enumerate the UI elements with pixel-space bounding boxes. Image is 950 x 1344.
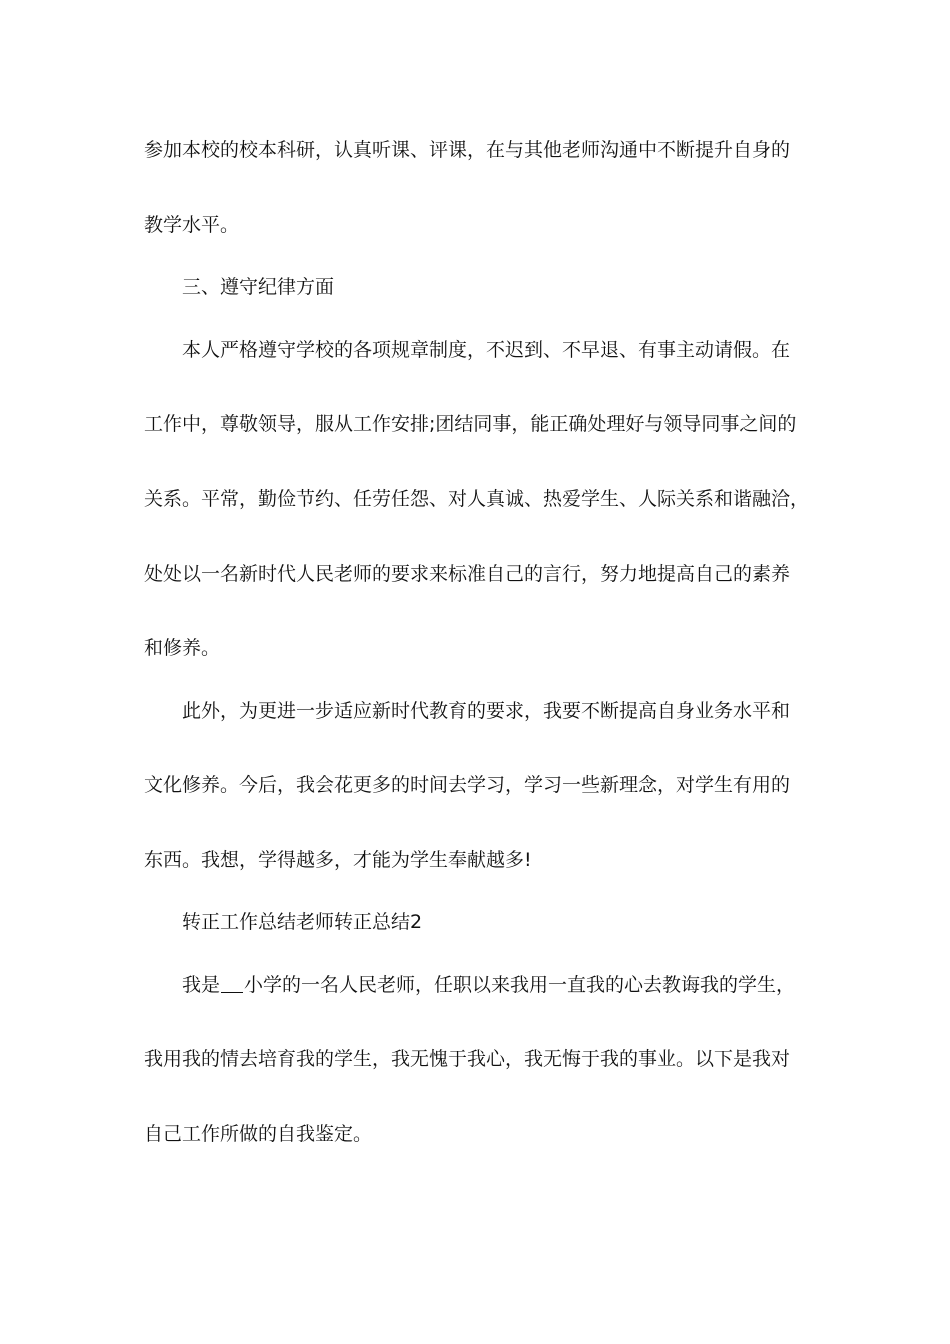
paragraph-line: 此外，为更进一步适应新时代教育的要求，我要不断提高自身业务水平和 <box>182 700 791 722</box>
section-heading: 三、遵守纪律方面 <box>182 276 335 298</box>
fill-in-blank <box>221 974 243 993</box>
paragraph-line: 教学水平。 <box>144 214 240 236</box>
paragraph-line: 我用我的情去培育我的学生，我无愧于我心，我无悔于我的事业。以下是我对 <box>144 1048 791 1070</box>
paragraph-line: 文化修养。今后，我会花更多的时间去学习，学习一些新理念，对学生有用的 <box>144 774 791 796</box>
paragraph-line: 关系。平常，勤俭节约、任劳任怨、对人真诚、热爱学生、人际关系和谐融洽， <box>144 488 810 510</box>
paragraph-line: 和修养。 <box>144 637 221 659</box>
paragraph-text: 小学的一名人民老师，任职以来我用一直我的心去教诲我的学生， <box>244 974 796 996</box>
paragraph-line: 处处以一名新时代人民老师的要求来标准自己的言行，努力地提高自己的素养 <box>144 563 791 585</box>
paragraph-text: 我是 <box>182 974 221 996</box>
paragraph-line <box>182 973 795 997</box>
section-heading: 转正工作总结老师转正总结2 <box>182 911 423 933</box>
paragraph-line: 参加本校的校本科研，认真听课、评课，在与其他老师沟通中不断提升自身的 <box>144 139 791 161</box>
paragraph-line: 本人严格遵守学校的各项规章制度，不迟到、不早退、有事主动请假。在 <box>182 339 791 361</box>
paragraph-line: 自己工作所做的自我鉴定。 <box>144 1123 373 1145</box>
paragraph-line: 工作中，尊敬领导，服从工作安排;团结同事，能正确处理好与领导同事之间的 <box>144 413 797 435</box>
paragraph-line: 东西。我想，学得越多，才能为学生奉献越多! <box>144 849 532 871</box>
